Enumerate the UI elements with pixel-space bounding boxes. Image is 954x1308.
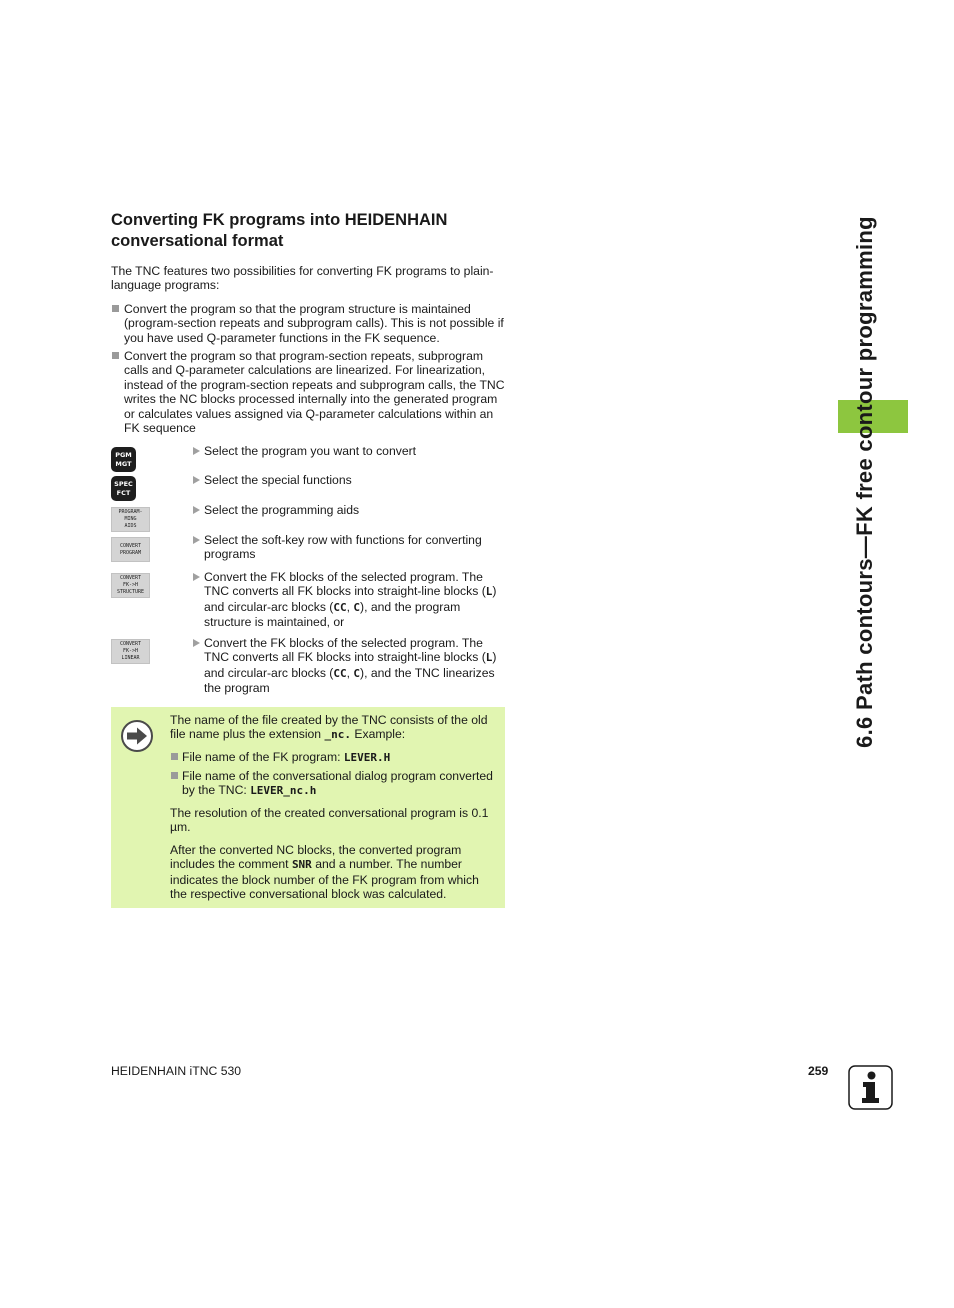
note-paragraph-3 <box>170 843 498 902</box>
note-text: After the converted NC blocks, the converted program includes the comment <box>170 843 462 872</box>
step-text: ), and the program structure is maintained, or <box>204 599 461 630</box>
step-convert-row <box>193 533 507 562</box>
step-convert-structure <box>193 570 507 630</box>
list-item <box>170 750 498 765</box>
note-text: and a number. The number indicates the block number of the FK program from which the respective conversational block was calculated. <box>170 857 479 902</box>
step-programming-aids <box>193 503 507 517</box>
code-c: C <box>353 600 361 614</box>
key-label: FCT <box>116 488 131 497</box>
softkey-label: FK->H <box>122 648 139 654</box>
square-bullet-icon <box>112 352 119 359</box>
code-c: C <box>353 666 361 680</box>
softkey-label: FK->H <box>122 582 139 588</box>
code-cc: CC <box>333 666 347 680</box>
separator: , <box>346 665 354 680</box>
note-text: File name of the FK program: <box>182 750 344 764</box>
list-item <box>111 349 507 435</box>
pgm-mgt-key[interactable] <box>111 447 136 472</box>
convert-program-softkey[interactable] <box>111 537 150 562</box>
heading-line-1: Converting FK programs into HEIDENHAIN <box>111 211 448 229</box>
heading-line-2: conversational format <box>111 232 284 250</box>
softkey-label: CONVERT <box>119 542 142 549</box>
spec-fct-key[interactable] <box>111 476 136 501</box>
step-text: Select the program you want to convert <box>204 444 417 458</box>
softkey-label: AIDS <box>124 523 137 529</box>
triangle-right-icon <box>193 447 200 455</box>
note-text: File name of the conversational dialog program converted by the TNC: <box>182 769 493 798</box>
step-text: Select the soft-key row with functions for converting programs <box>204 533 482 562</box>
softkey-label: MING <box>124 516 137 522</box>
step-convert-linear <box>193 636 507 696</box>
list-item <box>111 302 507 345</box>
bullet-text: Convert the program so that the program structure is maintained (program-section repeats and subprogram calls). This is not possible if you have used Q-parameter functions in the FK sequence. <box>124 302 504 345</box>
info-icon <box>848 1065 893 1110</box>
step-text: ) and circular-arc blocks ( <box>204 650 497 680</box>
triangle-right-icon <box>193 573 200 581</box>
square-bullet-icon <box>171 772 178 779</box>
convert-fk-linear-softkey[interactable] <box>111 639 150 664</box>
triangle-right-icon <box>193 506 200 514</box>
fk-filename-code: LEVER.H <box>343 751 391 764</box>
step-text: Convert the FK blocks of the selected program. The TNC converts all FK blocks into straight-line blocks ( <box>204 570 486 599</box>
square-bullet-icon <box>112 305 119 312</box>
footer-product: HEIDENHAIN iTNC 530 <box>111 1064 242 1078</box>
step-text: Convert the FK blocks of the selected program. The TNC converts all FK blocks into straight-line blocks ( <box>204 636 486 665</box>
note-paragraph-2: The resolution of the created conversational program is 0.1 µm. <box>170 806 489 835</box>
note-paragraph-1 <box>170 713 498 743</box>
key-label: PGM <box>115 451 132 459</box>
note-text: Example: <box>350 727 406 742</box>
step-text: ), and the TNC linearizes the program <box>204 665 495 696</box>
step-text: ) and circular-arc blocks ( <box>204 584 497 614</box>
extension-code: _nc. <box>324 728 351 742</box>
triangle-right-icon <box>193 476 200 484</box>
code-cc: CC <box>333 600 347 614</box>
code-l: L <box>485 585 493 599</box>
key-label: SPEC <box>114 480 133 488</box>
chapter-title: 6.6 Path contours—FK free contour programming <box>852 216 877 748</box>
triangle-right-icon <box>193 536 200 544</box>
step-text: Select the special functions <box>204 473 352 487</box>
intro-paragraph: The TNC features two possibilities for converting FK programs to plain-language programs: <box>111 264 494 293</box>
square-bullet-icon <box>171 753 178 760</box>
softkey-label: STRUCTURE <box>116 589 145 595</box>
separator: , <box>346 599 354 614</box>
step-special-functions <box>193 473 507 487</box>
softkey-label: PROGRAM- <box>118 509 143 515</box>
code-l: L <box>485 651 493 665</box>
converted-filename-code: LEVER_nc.h <box>250 784 317 798</box>
section-heading <box>111 210 511 252</box>
step-text: Select the programming aids <box>204 503 360 517</box>
softkey-label: CONVERT <box>119 575 142 581</box>
softkey-label: LINEAR <box>121 655 140 661</box>
triangle-right-icon <box>193 639 200 647</box>
key-label: MGT <box>115 459 132 468</box>
softkey-label: CONVERT <box>119 641 142 647</box>
bullet-text: Convert the program so that program-section repeats, subprogram calls and Q-parameter calculations are linearized. For linearization, instead of the program-section repeats and subprogram calls, the TNC writes the NC blocks processed internally into the generated program or calculates values assigned via Q-parameter calculations within an FK sequence <box>124 349 505 436</box>
step-select-program <box>193 444 507 458</box>
page-number: 259 <box>808 1064 829 1078</box>
arrow-right-circle-icon <box>120 719 154 753</box>
softkey-label: PROGRAM <box>119 549 142 556</box>
list-item <box>170 769 498 799</box>
note-text: The name of the file created by the TNC consists of the old file name plus the extension <box>170 713 488 742</box>
programming-aids-softkey[interactable] <box>111 507 150 532</box>
convert-fk-structure-softkey[interactable] <box>111 573 150 598</box>
snr-code: SNR <box>291 858 312 872</box>
